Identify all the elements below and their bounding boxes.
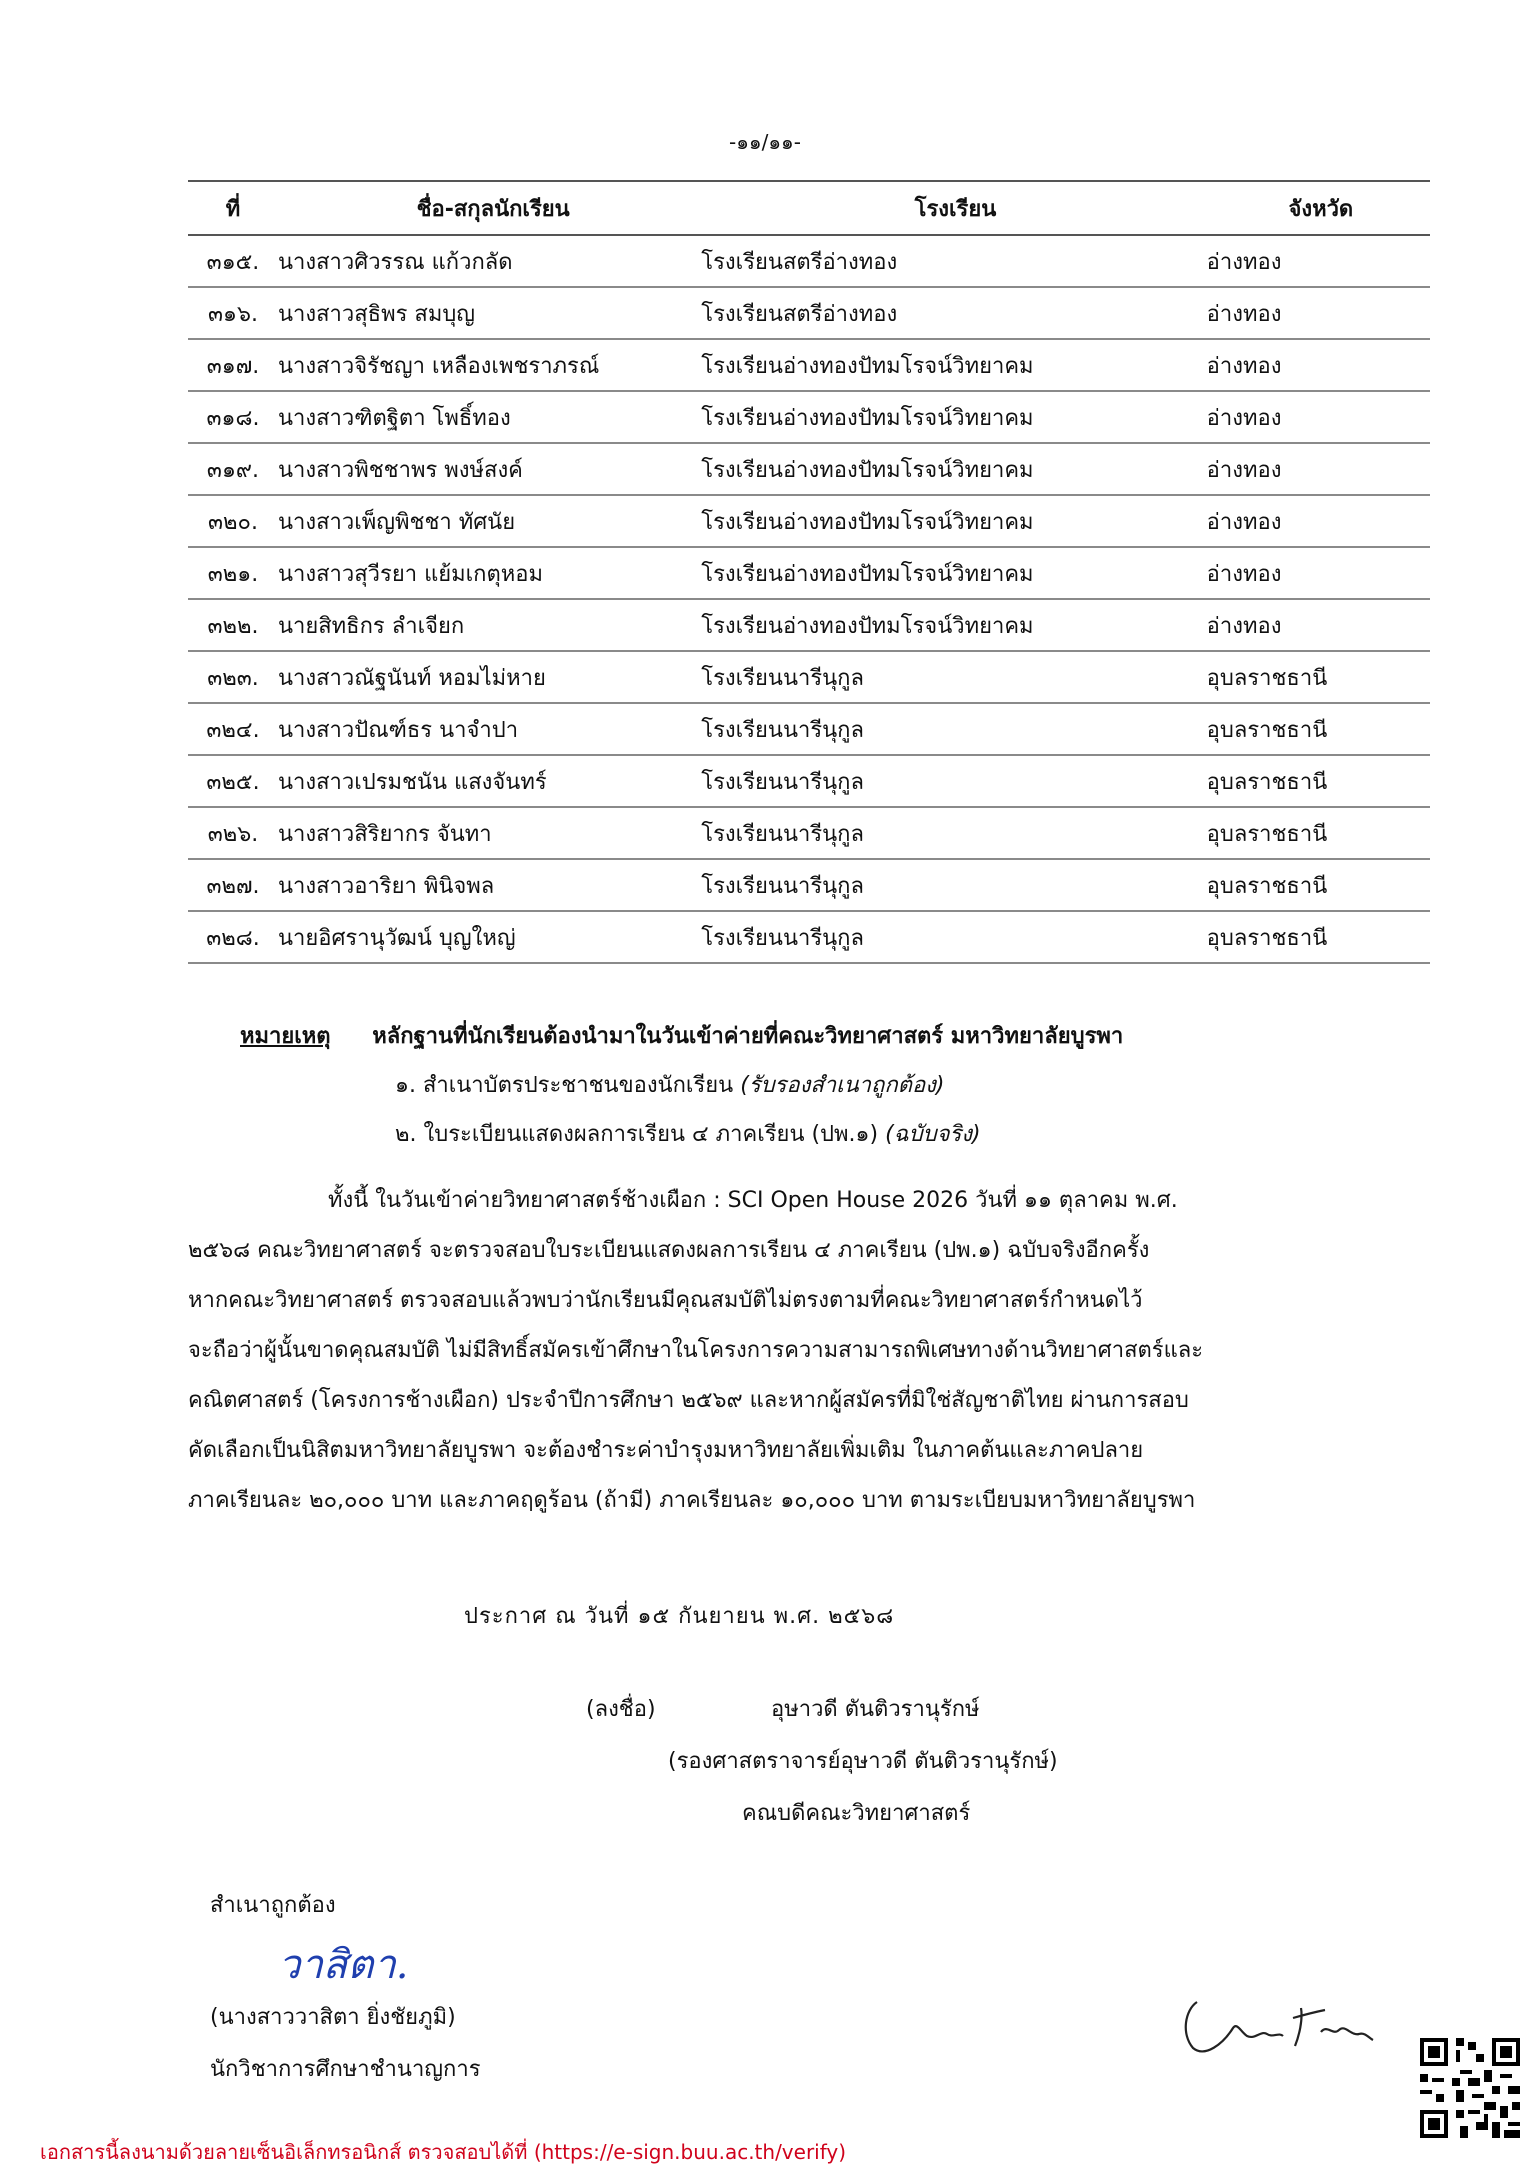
cell-no: ๓๒๕. [188, 755, 278, 807]
cell-province: อุบลราชธานี [1207, 807, 1430, 859]
table-row [188, 859, 1430, 911]
cell-school: โรงเรียนอ่างทองปัทมโรจน์วิทยาคม [701, 599, 1206, 651]
cell-province: อ่างทอง [1207, 235, 1430, 287]
cell-no: ๓๑๖. [188, 287, 278, 339]
signer-sign-row [586, 1684, 1058, 1736]
cell-province: อ่างทอง [1207, 287, 1430, 339]
cell-name: นางสาวเพ็ญพิชชา ทัศนัย [278, 495, 701, 547]
cell-school: โรงเรียนนารีนุกูล [701, 703, 1206, 755]
cell-name: นางสาวอาริยา พินิจพล [278, 859, 701, 911]
cell-province: อ่างทอง [1207, 547, 1430, 599]
cell-no: ๓๑๗. [188, 339, 278, 391]
esign-footer: เอกสารนี้ลงนามด้วยลายเซ็นอิเล็กทรอนิกส์ ตรวจสอบได้ที่ (https://e-sign.buu.ac.th/verify) [40, 2140, 847, 2164]
table-row [188, 235, 1430, 287]
cell-name: นางสาวปัณฑ์ธร นาจำปา [278, 703, 701, 755]
cell-province: อุบลราชธานี [1207, 755, 1430, 807]
table-row [188, 599, 1430, 651]
note-item-1 [240, 1067, 1390, 1102]
header-province: จังหวัด [1207, 181, 1430, 235]
certify-position: นักวิชาการศึกษาชำนาญการ [210, 2057, 481, 2082]
note-section [240, 1018, 1390, 1151]
cell-name: นางสาวเปรมชนัน แสงจันทร์ [278, 755, 701, 807]
cell-no: ๓๒๖. [188, 807, 278, 859]
certify-label: สำเนาถูกต้อง [210, 1893, 336, 1918]
note-heading: หลักฐานที่นักเรียนต้องนำมาในวันเข้าค่ายที่คณะวิทยาศาสตร์ มหาวิทยาลัยบูรพา [372, 1024, 1124, 1049]
note-item-2 [240, 1116, 1390, 1151]
cell-no: ๓๒๔. [188, 703, 278, 755]
cell-province: อุบลราชธานี [1207, 859, 1430, 911]
signer-full-title: (รองศาสตราจารย์อุษาวดี ตันติวรานุรักษ์) [668, 1749, 1058, 1774]
cell-name: นายอิศรานุวัฒน์ บุญใหญ่ [278, 911, 701, 963]
cell-school: โรงเรียนสตรีอ่างทอง [701, 287, 1206, 339]
certify-block [210, 1880, 481, 2096]
qr-code-icon [1420, 2038, 1520, 2138]
signer-position: คณบดีคณะวิทยาศาสตร์ [742, 1801, 971, 1826]
table-row [188, 443, 1430, 495]
table-row [188, 547, 1430, 599]
table-row [188, 703, 1430, 755]
cell-province: อุบลราชธานี [1207, 703, 1430, 755]
cell-name: นางสาวจิรัชญา เหลืองเพชราภรณ์ [278, 339, 701, 391]
cell-school: โรงเรียนนารีนุกูล [701, 807, 1206, 859]
header-no: ที่ [188, 181, 278, 235]
certify-name: (นางสาววาสิตา ยิ่งชัยภูมิ) [210, 2005, 456, 2030]
cell-province: อ่างทอง [1207, 391, 1430, 443]
cell-school: โรงเรียนนารีนุกูล [701, 651, 1206, 703]
table-row [188, 651, 1430, 703]
body-line: หากคณะวิทยาศาสตร์ ตรวจสอบแล้วพบว่านักเรียนมีคุณสมบัติไม่ตรงตามที่คณะวิทยาศาสตร์กำหนดไว้ [188, 1288, 1143, 1313]
cell-school: โรงเรียนนารีนุกูล [701, 755, 1206, 807]
signer-name: อุษาวดี ตันติวรานุรักษ์ [771, 1697, 980, 1722]
handwritten-signature-icon [274, 1932, 414, 1992]
cell-no: ๓๒๒. [188, 599, 278, 651]
body-line-text: ทั้งนี้ ในวันเข้าค่ายวิทยาศาสตร์ช้างเผือก : SCI Open House 2026 วันที่ ๑๑ ตุลาคม พ.ศ. [328, 1188, 1178, 1213]
body-line [188, 1176, 1378, 1226]
certify-signature [210, 1932, 481, 1992]
cell-school: โรงเรียนอ่างทองปัทมโรจน์วิทยาคม [701, 339, 1206, 391]
cell-no: ๓๒๓. [188, 651, 278, 703]
header-name: ชื่อ-สกุลนักเรียน [278, 181, 701, 235]
table-header-row [188, 181, 1430, 235]
certify-signature-text: วาสิตา. [278, 1942, 409, 1988]
cell-school: โรงเรียนสตรีอ่างทอง [701, 235, 1206, 287]
body-line: ภาคเรียนละ ๒๐,๐๐๐ บาท และภาคฤดูร้อน (ถ้ามี) ภาคเรียนละ ๑๐,๐๐๐ บาท ตามระเบียบมหาวิทยาลัยบูรพา [188, 1488, 1196, 1513]
sign-label: (ลงชื่อ) [586, 1697, 656, 1722]
body-line: คณิตศาสตร์ (โครงการช้างเผือก) ประจำปีการศึกษา ๒๕๖๙ และหากผู้สมัครที่มิใช่สัญชาติไทย ผ่านการสอบ [188, 1388, 1189, 1413]
cell-school: โรงเรียนอ่างทองปัทมโรจน์วิทยาคม [701, 547, 1206, 599]
cell-name: นางสาวสิริยากร จันทา [278, 807, 701, 859]
cell-name: นางสาวสุธิพร สมบุญ [278, 287, 701, 339]
table-row [188, 339, 1430, 391]
note-item-2-text: ๒. ใบระเบียนแสดงผลการเรียน ๔ ภาคเรียน (ปพ.๑) [395, 1122, 879, 1147]
cell-province: อ่างทอง [1207, 599, 1430, 651]
cell-no: ๓๒๘. [188, 911, 278, 963]
note-item-2-italic: (ฉบับจริง) [885, 1122, 981, 1147]
cell-school: โรงเรียนนารีนุกูล [701, 859, 1206, 911]
table-row [188, 495, 1430, 547]
cell-name: นายสิทธิกร ลำเจียก [278, 599, 701, 651]
cell-name: นางสาวสุวีรยา แย้มเกตุหอม [278, 547, 701, 599]
page-number: -๑๑/๑๑- [729, 130, 801, 154]
note-item-1-italic: (รับรองสำเนาถูกต้อง) [740, 1073, 945, 1098]
cell-province: อ่างทอง [1207, 339, 1430, 391]
announce-date: ประกาศ ณ วันที่ ๑๕ กันยายน พ.ศ. ๒๕๖๘ [464, 1604, 895, 1629]
cell-no: ๓๒๐. [188, 495, 278, 547]
note-item-1-text: ๑. สำเนาบัตรประชาชนของนักเรียน [395, 1073, 734, 1098]
director-signature-icon [1175, 1974, 1385, 2064]
cell-no: ๓๑๙. [188, 443, 278, 495]
cell-name: นางสาวพิชชาพร พงษ์สงค์ [278, 443, 701, 495]
body-line: คัดเลือกเป็นนิสิตมหาวิทยาลัยบูรพา จะต้องชำระค่าบำรุงมหาวิทยาลัยเพิ่มเติม ในภาคต้นและภาคปลาย [188, 1438, 1144, 1463]
cell-province: อ่างทอง [1207, 443, 1430, 495]
table-row [188, 755, 1430, 807]
cell-province: อ่างทอง [1207, 495, 1430, 547]
signer-block [586, 1684, 1058, 1840]
student-table [188, 180, 1430, 964]
note-label: หมายเหตุ [240, 1024, 331, 1049]
cell-no: ๓๒๗. [188, 859, 278, 911]
cell-name: นางสาวฑิตฐิตา โพธิ์ทอง [278, 391, 701, 443]
table-row [188, 391, 1430, 443]
cell-province: อุบลราชธานี [1207, 911, 1430, 963]
cell-school: โรงเรียนอ่างทองปัทมโรจน์วิทยาคม [701, 495, 1206, 547]
cell-province: อุบลราชธานี [1207, 651, 1430, 703]
cell-school: โรงเรียนอ่างทองปัทมโรจน์วิทยาคม [701, 443, 1206, 495]
body-paragraph [188, 1176, 1378, 1526]
note-heading-line [240, 1018, 1390, 1053]
table-row [188, 807, 1430, 859]
cell-no: ๓๒๑. [188, 547, 278, 599]
body-line: ๒๕๖๘ คณะวิทยาศาสตร์ จะตรวจสอบใบระเบียนแสดงผลการเรียน ๔ ภาคเรียน (ปพ.๑) ฉบับจริงอีกครั้ง [188, 1238, 1150, 1263]
header-school: โรงเรียน [701, 181, 1206, 235]
body-line: จะถือว่าผู้นั้นขาดคุณสมบัติ ไม่มีสิทธิ์สมัครเข้าศึกษาในโครงการความสามารถพิเศษทางด้านวิทยาศาสตร์และ [188, 1338, 1204, 1363]
table-row [188, 287, 1430, 339]
cell-no: ๓๑๘. [188, 391, 278, 443]
cell-name: นางสาวศิวรรณ แก้วกลัด [278, 235, 701, 287]
table-row [188, 911, 1430, 963]
cell-no: ๓๑๕. [188, 235, 278, 287]
cell-name: นางสาวณัฐนันท์ หอมไม่หาย [278, 651, 701, 703]
cell-school: โรงเรียนนารีนุกูล [701, 911, 1206, 963]
cell-school: โรงเรียนอ่างทองปัทมโรจน์วิทยาคม [701, 391, 1206, 443]
